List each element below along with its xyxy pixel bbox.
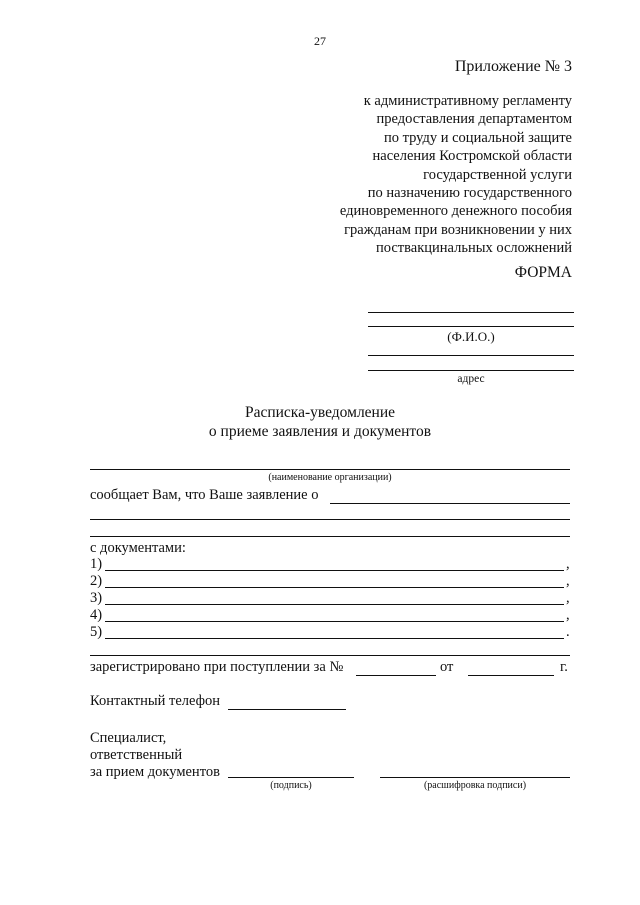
registration-date-line[interactable] bbox=[468, 675, 554, 676]
doc-item-number: 4) bbox=[90, 607, 103, 623]
phone-line[interactable] bbox=[228, 709, 346, 710]
documents-label: с документами: bbox=[90, 540, 186, 556]
application-line-3[interactable] bbox=[90, 536, 570, 537]
specialist-label-line: Специалист, bbox=[90, 730, 167, 746]
address-line-2[interactable] bbox=[368, 370, 574, 371]
form-label: ФОРМА bbox=[514, 264, 572, 281]
doc-item-number: 3) bbox=[90, 590, 103, 606]
regulation-reference bbox=[340, 92, 572, 258]
application-subject-line[interactable] bbox=[330, 503, 570, 504]
doc-item-line[interactable] bbox=[105, 621, 564, 622]
address-line-1[interactable] bbox=[368, 355, 574, 356]
doc-item-end: . bbox=[566, 624, 570, 640]
phone-label: Контактный телефон bbox=[90, 693, 221, 709]
organization-caption: (наименование организации) bbox=[268, 472, 392, 483]
document-title bbox=[0, 404, 640, 441]
registration-from-word: от bbox=[440, 659, 454, 675]
signature-line[interactable] bbox=[228, 777, 354, 778]
doc-item-end: , bbox=[566, 590, 570, 606]
doc-item-line[interactable] bbox=[105, 587, 564, 588]
signature-decoding-caption: (расшифровка подписи) bbox=[423, 780, 527, 791]
page-number: 27 bbox=[314, 34, 326, 48]
doc-item-line[interactable] bbox=[105, 604, 564, 605]
document-title-line: Расписка-уведомление bbox=[244, 404, 396, 421]
doc-item-line[interactable] bbox=[105, 638, 564, 639]
registration-number-line[interactable] bbox=[356, 675, 436, 676]
registration-year-abbr: г. bbox=[560, 659, 568, 675]
doc-item-end: , bbox=[566, 556, 570, 572]
fio-line-2[interactable] bbox=[368, 326, 574, 327]
doc-item-number: 2) bbox=[90, 573, 103, 589]
doc-item-end: , bbox=[566, 573, 570, 589]
registration-text: зарегистрировано при поступлении за № bbox=[90, 659, 344, 675]
address-caption: адрес bbox=[457, 373, 485, 385]
doc-item-number: 5) bbox=[90, 624, 103, 640]
reference-line: гражданам при возникновении у них bbox=[344, 221, 572, 238]
reference-line: предоставления департаментом bbox=[376, 111, 572, 128]
reference-line: по труду и социальной защите bbox=[383, 129, 572, 146]
documents-extra-line[interactable] bbox=[90, 655, 570, 656]
specialist-label-line: ответственный bbox=[90, 747, 183, 763]
document-title-line: о приеме заявления и документов bbox=[208, 422, 432, 440]
signature-decoding-line[interactable] bbox=[380, 777, 570, 778]
doc-item-line[interactable] bbox=[105, 570, 564, 571]
doc-item-end: , bbox=[566, 607, 570, 623]
reference-line: поствакцинальных осложнений bbox=[375, 240, 572, 257]
application-line-2[interactable] bbox=[90, 519, 570, 520]
reference-line: к административному регламенту bbox=[363, 93, 572, 109]
signature-caption: (подпись) bbox=[270, 780, 312, 791]
organization-line[interactable] bbox=[90, 469, 570, 470]
reference-line: по назначению государственного bbox=[367, 185, 572, 202]
application-text: сообщает Вам, что Ваше заявление о bbox=[90, 487, 319, 503]
specialist-label-line: за прием документов bbox=[90, 764, 220, 780]
fio-line-1[interactable] bbox=[368, 312, 574, 313]
fio-caption: (Ф.И.О.) bbox=[447, 329, 495, 344]
specialist-label bbox=[90, 730, 220, 781]
reference-line: населения Костромской области bbox=[372, 148, 572, 165]
doc-item-number: 1) bbox=[90, 556, 103, 572]
reference-line: единовременного денежного пособия bbox=[339, 203, 572, 220]
reference-line: государственной услуги bbox=[423, 166, 572, 183]
appendix-title: Приложение № 3 bbox=[454, 58, 572, 75]
